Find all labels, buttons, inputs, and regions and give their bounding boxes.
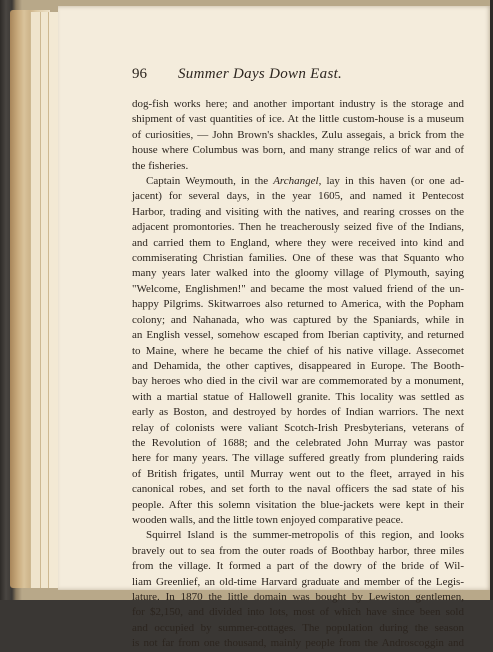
paragraph-3 bbox=[132, 528, 464, 651]
text-line: from the village. It formed a part of the dowry of the bride of Wil- bbox=[132, 560, 464, 573]
text-line: and occupied by summer-cottages. The population during the season bbox=[132, 621, 464, 634]
page-content bbox=[132, 66, 464, 652]
text-line: relay of colonists were valiant Scotch-Irish Presbyterians, veterans of bbox=[132, 421, 464, 434]
paragraph-2 bbox=[132, 174, 464, 528]
vessel-name: Archangel, bbox=[273, 175, 322, 188]
text-line: bravely out to sea from the outer roads of Boothbay harbor, three miles bbox=[132, 544, 464, 557]
text-line: commiserating Christian families. One of these was that Squanto who bbox=[132, 252, 464, 265]
text-line: and carried them to England, where they were received into kind and bbox=[132, 236, 464, 249]
text-line: is not far from one thousand, mainly people from the Androscoggin and bbox=[132, 637, 464, 650]
text-line: colony; and Nahanada, who was captured by the Spaniards, while in bbox=[132, 313, 464, 326]
text-line: of curiosities, — John Brown's shackles, Zulu assegais, a brick from the bbox=[132, 128, 464, 141]
text-line: Harbor, trading and visiting with the natives, and rearing crosses on the bbox=[132, 205, 464, 218]
text-line: here for many years. The village suffered greatly from plundering raids bbox=[132, 452, 464, 465]
text-line: people. After this solemn visitation the blue-jackets were kept in their bbox=[132, 498, 464, 511]
text-line: dog-fish works here; and another important industry is the storage and bbox=[132, 98, 464, 110]
text-line: canonical robes, and set forth to the naval officers the sad state of his bbox=[132, 483, 464, 496]
text-line: liam Greenlief, an old-time Harvard graduate and member of the Legis- bbox=[132, 575, 464, 588]
text-line: house where Columbus was born, and many strange relics of war and of bbox=[132, 144, 464, 157]
page-number: 96 bbox=[132, 66, 147, 82]
text-line: early as Boston, and destroyed by hordes of Indian warriors. The next bbox=[132, 406, 464, 419]
running-title: Summer Days Down East. bbox=[178, 66, 343, 82]
text-line: jacent) for several days, in the year 1605, and named it Pentecost bbox=[132, 190, 464, 203]
book-page bbox=[58, 6, 491, 650]
running-head bbox=[132, 66, 464, 83]
paragraph-1 bbox=[132, 97, 464, 174]
text-line bbox=[132, 174, 464, 189]
text-line: many years later walked into the gloomy village of Plymouth, saying bbox=[132, 267, 464, 280]
text-line: shipment of vast quantities of ice. At the little custom-house is a museum bbox=[132, 113, 464, 126]
text-line: "Welcome, Englishmen!" and became the most valued friend of the un- bbox=[132, 282, 464, 295]
text-line: and Dehamida, the other captives, disappeared in Europe. The Booth- bbox=[132, 359, 464, 372]
text-line: the Revolution of 1688; and the celebrated John Murray was pastor bbox=[132, 436, 464, 449]
text-line: lature. In 1870 the little domain was bought by Lewiston gentlemen, bbox=[132, 591, 464, 603]
text-line: an English vessel, somehow escaped from Iberian captivity, and returned bbox=[132, 329, 464, 342]
text-line: wooden walls, and the little town enjoyed comparative peace. bbox=[132, 513, 404, 526]
text-segment: lay in this haven (or one ad- bbox=[321, 175, 465, 188]
text-line: for $2,150, and divided into lots, most of which have since been sold bbox=[132, 606, 464, 619]
text-line: the fisheries. bbox=[132, 159, 189, 172]
text-segment: Captain Weymouth, in the bbox=[146, 175, 274, 188]
text-line: Squirrel Island is the summer-metropolis of this region, and looks bbox=[146, 529, 464, 542]
text-line: to Maine, where he became the chief of his native village. Assecomet bbox=[132, 344, 464, 357]
text-line: adjacent promontories. Then he treacherously seized five of the Indians, bbox=[132, 221, 464, 234]
text-line: bay heroes who died in the civil war are commemorated by a monument, bbox=[132, 375, 464, 388]
text-line: happy Pilgrims. Skitwarroes also returned to America, with the Popham bbox=[132, 298, 464, 311]
text-line: of British frigates, until Murray went out to the fleet, arrayed in his bbox=[132, 467, 464, 480]
text-line: with a martial statue of Hallowell granite. This locality was settled as bbox=[132, 390, 464, 403]
